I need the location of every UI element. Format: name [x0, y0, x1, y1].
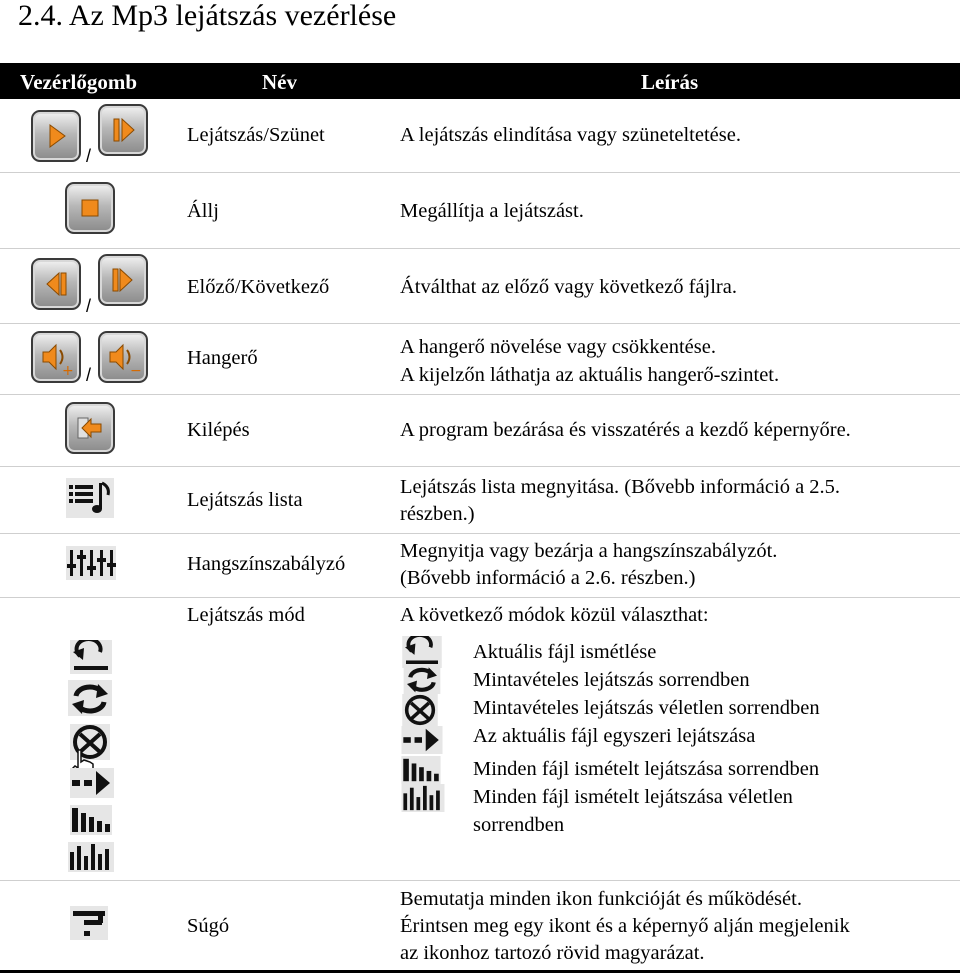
repeat-one-icon: [70, 640, 112, 674]
row-divider: [0, 466, 960, 467]
equalizer-icon: [66, 546, 116, 580]
header-name: Név: [262, 70, 297, 94]
pause-icon: [100, 106, 146, 154]
mode-list-item: Minden fájl ismételt lejátszása sorrendben: [473, 758, 820, 780]
mode-list-item: sorrendben: [473, 814, 565, 836]
stop-icon: [67, 184, 113, 232]
mode-list-item: Minden fájl ismételt lejátszása véletlen: [473, 786, 793, 808]
next-button: [98, 254, 148, 306]
row-description: A program bezárása és visszatérés a kezdő képernyőre.: [400, 419, 851, 441]
row-name: Súgó: [187, 915, 230, 937]
row-description: Megnyitja vagy bezárja a hangszínszabályzót.: [400, 540, 778, 562]
row-description: Érintsen meg egy ikont és a képernyő alján megjelenik: [400, 915, 850, 937]
header-description: Leírás: [641, 70, 699, 94]
mode-list-item: Mintavételes lejátszás véletlen sorrendben: [473, 697, 820, 719]
next-icon: [100, 256, 146, 304]
row-divider: [0, 880, 960, 881]
stop-button: [65, 182, 115, 234]
previous-button: [31, 258, 81, 310]
section-title: 2.4. Az Mp3 lejátszás vezérlése: [18, 0, 397, 32]
mode-list-item: Az aktuális fájl egyszeri lejátszása: [473, 725, 756, 747]
row-name: Előző/Következő: [187, 276, 330, 298]
repeat-all-order-icon: [400, 756, 442, 784]
separator-slash: /: [86, 296, 92, 316]
row-description: A következő módok közül választhat:: [400, 604, 709, 626]
row-description: A hangerő növelése vagy csökkentése.: [400, 336, 716, 358]
help-icon: [70, 906, 108, 940]
row-name: Hangerő: [187, 347, 258, 369]
row-name: Állj: [187, 200, 219, 222]
svg-text:−: −: [130, 363, 142, 379]
row-divider: [0, 597, 960, 598]
volume-down-button: [98, 331, 148, 383]
row-name: Lejátszás mód: [187, 604, 305, 626]
volume-up-icon: [33, 333, 79, 381]
mode-list-item: Aktuális fájl ismétlése: [473, 641, 657, 663]
row-description: Megállítja a lejátszást.: [400, 200, 584, 222]
exit-button: [65, 402, 115, 454]
sample-shuffle-icon: [402, 694, 438, 726]
table-header: [0, 63, 960, 99]
pause-button: [98, 104, 148, 156]
exit-icon: [67, 404, 113, 452]
row-name: Hangszínszabályzó: [187, 553, 346, 575]
row-description: A kijelzőn láthatja az aktuális hangerő-szintet.: [400, 364, 780, 386]
row-description: Bemutatja minden ikon funkcióját és működését.: [400, 888, 802, 910]
separator-slash: /: [86, 365, 92, 385]
row-divider: [0, 248, 960, 249]
play-icon: [33, 112, 79, 160]
volume-up-button: [31, 331, 81, 383]
table-bottom-border: [0, 970, 960, 973]
row-divider: [0, 394, 960, 395]
repeat-all-shuffle-icon: [68, 842, 114, 872]
row-divider: [0, 533, 960, 534]
repeat-all-shuffle-icon: [400, 784, 446, 812]
row-description: az ikonhoz tartozó rövid magyarázat.: [400, 942, 705, 964]
play-button: [31, 110, 81, 162]
play-once-icon: [400, 726, 444, 754]
sample-order-icon: [68, 680, 112, 716]
sample-order-icon: [400, 664, 444, 694]
row-description: Lejátszás lista megnyitása. (Bővebb információ a 2.5.: [400, 476, 841, 498]
row-name: Lejátszás/Szünet: [187, 124, 325, 146]
playlist-icon: [66, 478, 114, 518]
svg-text:+: +: [62, 363, 74, 379]
row-description: részben.): [400, 503, 475, 525]
row-description: A lejátszás elindítása vagy szüneteltetése.: [400, 124, 741, 146]
previous-icon: [33, 260, 79, 308]
row-divider: [0, 323, 960, 324]
repeat-all-order-icon: [70, 805, 112, 835]
row-name: Kilépés: [187, 419, 250, 441]
row-description: Átválthat az előző vagy következő fájlra.: [400, 276, 737, 298]
play-once-icon: [70, 768, 114, 798]
separator-slash: /: [86, 146, 92, 166]
row-divider: [0, 172, 960, 173]
volume-down-icon: [100, 333, 146, 381]
row-description: (Bővebb információ a 2.6. részben.): [400, 567, 696, 589]
mode-list-item: Mintavételes lejátszás sorrendben: [473, 669, 750, 691]
row-name: Lejátszás lista: [187, 489, 303, 511]
header-control: Vezérlőgomb: [20, 70, 138, 94]
